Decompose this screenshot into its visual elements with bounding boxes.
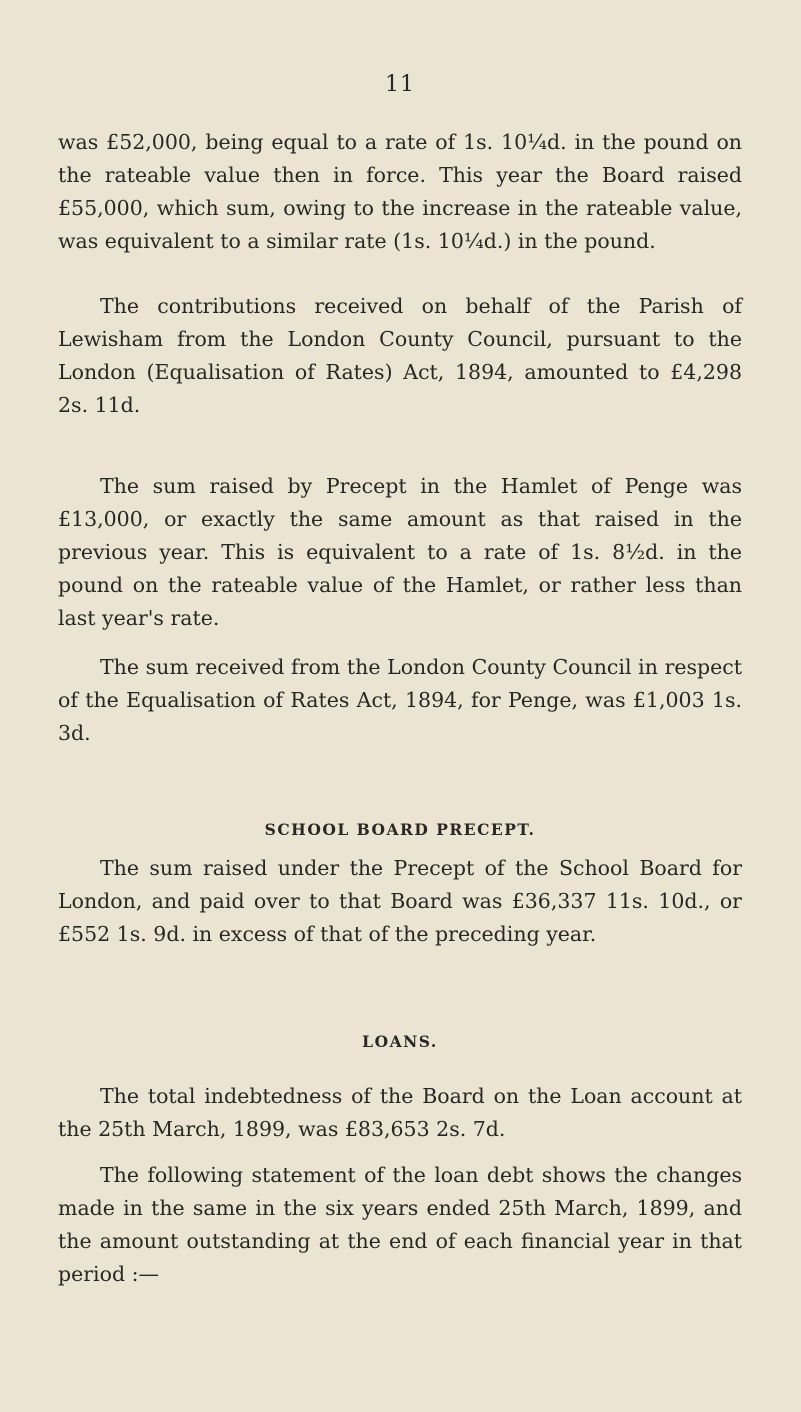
paragraph-rate-continuation: was £52,000, being equal to a rate of 1s. 10¼d. in the pound on the rateable value then in force. This year the Board raised £55,000, which sum, owing to the increase in the rateable value, was equivalent to a similar rate (1s. 10¼d.) in the pound. xyxy=(58,130,742,253)
paragraph-lewisham-contributions: The contributions received on behalf of the Parish of Lewisham from the London County Council, pursuant to the London (Equalisation of Rates) Act, 1894, amounted to £4,298 2s. 11d. xyxy=(58,294,742,417)
paragraph-penge-precept: The sum raised by Precept in the Hamlet of Penge was £13,000, or exactly the same amount as that raised in the previous year. This is equivalent to a rate of 1s. 8½d. in the pound on the rateable value of the Hamlet, or rather less than last year's rate. xyxy=(58,474,742,630)
paragraph-penge-equalisation: The sum received from the London County Council in respect of the Equalisation of Rates Act, 1894, for Penge, was £1,003 1s. 3d. xyxy=(58,655,742,745)
heading-school-board-precept: SCHOOL BOARD PRECEPT. xyxy=(264,820,536,839)
heading-loans: LOANS. xyxy=(362,1032,438,1051)
paragraph-loan-statement: The following statement of the loan debt shows the changes made in the same in the six years ended 25th March, 1899, and the amount outstanding at the end of each financial year in that period :— xyxy=(58,1163,742,1286)
paragraph-school-board: The sum raised under the Precept of the School Board for London, and paid over to that Board was £36,337 11s. 10d., or £552 1s. 9d. in excess of that of the preceding year. xyxy=(58,856,742,946)
page-number: 11 xyxy=(385,72,415,97)
paragraph-total-indebtedness: The total indebtedness of the Board on the Loan account at the 25th March, 1899, was £83,653 2s. 7d. xyxy=(58,1084,742,1141)
